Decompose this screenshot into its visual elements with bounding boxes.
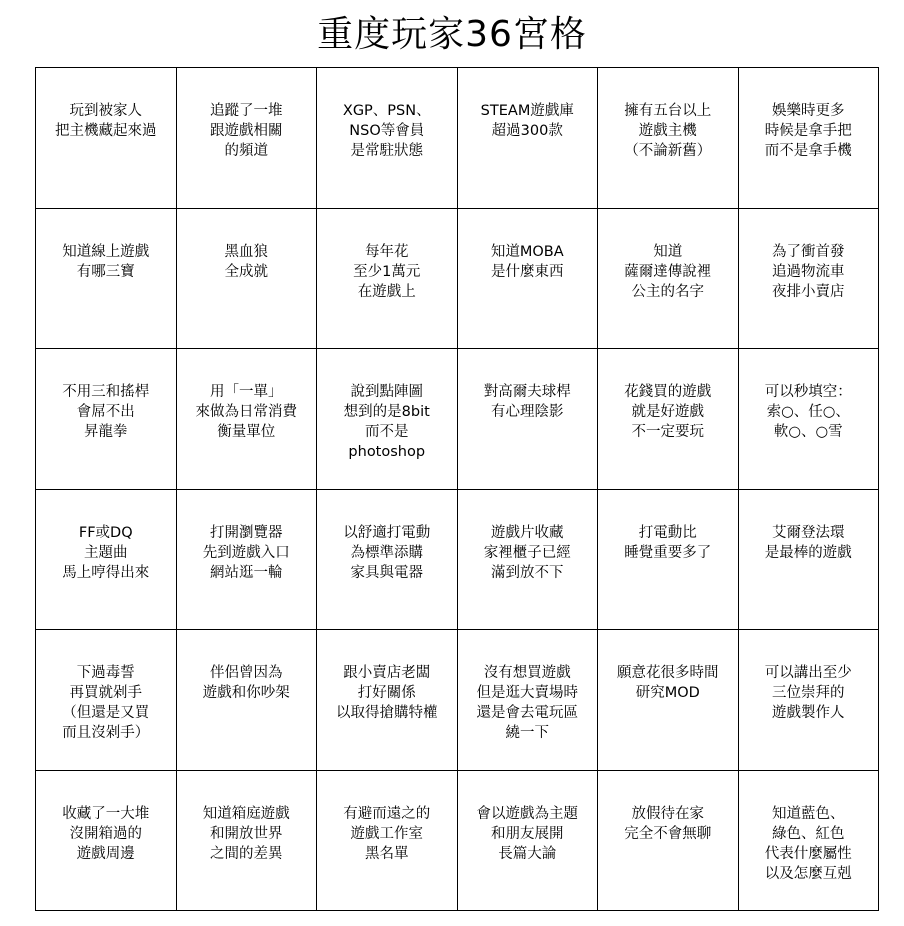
bingo-cell-text: 放假待在家 完全不會無聊 — [624, 805, 712, 842]
bingo-cell-text: 打電動比 睡覺重要多了 — [624, 524, 712, 561]
bingo-cell-text: 擁有五台以上 遊戲主機 （不論新舊） — [624, 103, 712, 159]
bingo-cell-text: 知道箱庭遊戲 和開放世界 之間的差異 — [202, 805, 290, 862]
bingo-cell-text: 知道 薩爾達傳說裡 公主的名字 — [624, 243, 712, 300]
bingo-cell — [36, 771, 177, 912]
bingo-cell-text: 跟小賣店老闆 打好關係 以取得搶購特權 — [336, 665, 438, 721]
bingo-cell-text: 以舒適打電動 為標準添購 家具與電器 — [343, 524, 431, 581]
page-title: 重度玩家36宮格 — [317, 14, 587, 55]
bingo-cell — [317, 209, 458, 350]
bingo-cell — [458, 349, 599, 490]
bingo-cell — [598, 490, 739, 631]
bingo-cell-text: 對高爾夫球桿 有心理陰影 — [483, 384, 571, 420]
bingo-cell — [598, 630, 739, 771]
bingo-cell — [177, 771, 318, 912]
bingo-cell-text: 遊戲片收藏 家裡櫃子已經 滿到放不下 — [483, 524, 571, 581]
bingo-cell-text: 可以秒填空： 索○、任○、 軟○、○雪 — [764, 384, 852, 440]
bingo-cell-text: 艾爾登法環 是最棒的遊戲 — [764, 524, 852, 561]
bingo-cell — [458, 771, 599, 912]
bingo-cell-text: 花錢買的遊戲 就是好遊戲 不一定要玩 — [624, 384, 712, 440]
bingo-cell — [36, 68, 177, 209]
bingo-cell — [739, 630, 880, 771]
bingo-cell — [317, 349, 458, 490]
bingo-cell — [36, 630, 177, 771]
bingo-cell-text: 可以講出至少 三位崇拜的 遊戲製作人 — [764, 665, 852, 721]
bingo-cell — [458, 68, 599, 209]
bingo-cell — [739, 349, 880, 490]
bingo-cell — [598, 349, 739, 490]
bingo-cell-text: 知道MOBA 是什麼東西 — [490, 243, 564, 280]
bingo-cell-text: 願意花很多時間 研究MOD — [617, 665, 719, 701]
bingo-cell-text: XGP、PSN、 NSO等會員 是常駐狀態 — [342, 103, 431, 159]
bingo-cell — [598, 209, 739, 350]
bingo-cell — [36, 209, 177, 350]
bingo-cell-text: 追蹤了一堆 跟遊戲相關 的頻道 — [210, 103, 283, 159]
bingo-cell-text: 為了衝首發 追過物流車 夜排小賣店 — [772, 243, 845, 300]
bingo-cell — [317, 68, 458, 209]
bingo-cell — [458, 630, 599, 771]
bingo-cell-text: 會以遊戲為主題 和朋友展開 長篇大論 — [476, 805, 578, 862]
bingo-cell-text: 用「一單」 來做為日常消費 衡量單位 — [195, 384, 297, 440]
bingo-cell-text: 黑血狼 全成就 — [224, 243, 268, 280]
bingo-cell — [598, 68, 739, 209]
bingo-cell — [739, 771, 880, 912]
bingo-cell — [458, 209, 599, 350]
bingo-cell — [36, 349, 177, 490]
bingo-cell-text: 收藏了一大堆 沒開箱過的 遊戲周邊 — [62, 805, 150, 862]
bingo-cell-text: 玩到被家人 把主機藏起來過 — [55, 103, 157, 139]
bingo-grid — [35, 67, 879, 911]
bingo-cell-text: 沒有想買遊戲 但是逛大賣場時 還是會去電玩區 繞一下 — [476, 665, 578, 741]
bingo-cell — [598, 771, 739, 912]
bingo-cell-text: 知道藍色、 綠色、紅色 代表什麼屬性 以及怎麼互剋 — [764, 805, 852, 882]
bingo-cell — [177, 490, 318, 631]
bingo-cell — [739, 68, 880, 209]
bingo-cell-text: 下過毒誓 再買就剁手 （但還是又買 而且沒剁手） — [62, 665, 150, 741]
bingo-cell — [317, 771, 458, 912]
bingo-cell-text: 每年花 至少1萬元 在遊戲上 — [353, 243, 421, 300]
bingo-cell — [739, 209, 880, 350]
bingo-cell-text: 有避而遠之的 遊戲工作室 黑名單 — [343, 805, 431, 862]
bingo-cell — [317, 630, 458, 771]
bingo-cell — [177, 349, 318, 490]
bingo-cell — [458, 490, 599, 631]
bingo-cell-text: 伴侶曾因為 遊戲和你吵架 — [202, 665, 290, 701]
bingo-cell-text: 知道線上遊戲 有哪三寶 — [62, 243, 150, 280]
bingo-cell-text: 不用三和搖桿 會屌不出 昇龍拳 — [62, 384, 150, 440]
bingo-cell — [177, 209, 318, 350]
bingo-cell-text: 娛樂時更多 時候是拿手把 而不是拿手機 — [764, 103, 852, 159]
bingo-cell — [739, 490, 880, 631]
bingo-cell — [177, 630, 318, 771]
bingo-cell-text: 打開瀏覽器 先到遊戲入口 網站逛一輪 — [202, 524, 290, 581]
bingo-cell — [317, 490, 458, 631]
bingo-cell-text: STEAM遊戲庫 超過300款 — [480, 103, 574, 139]
bingo-cell — [36, 490, 177, 631]
bingo-cell — [177, 68, 318, 209]
bingo-cell-text: 說到點陣圖 想到的是8bit 而不是 photoshop — [343, 384, 430, 460]
bingo-cell-text: FF或DQ 主題曲 馬上哼得出來 — [62, 524, 150, 581]
